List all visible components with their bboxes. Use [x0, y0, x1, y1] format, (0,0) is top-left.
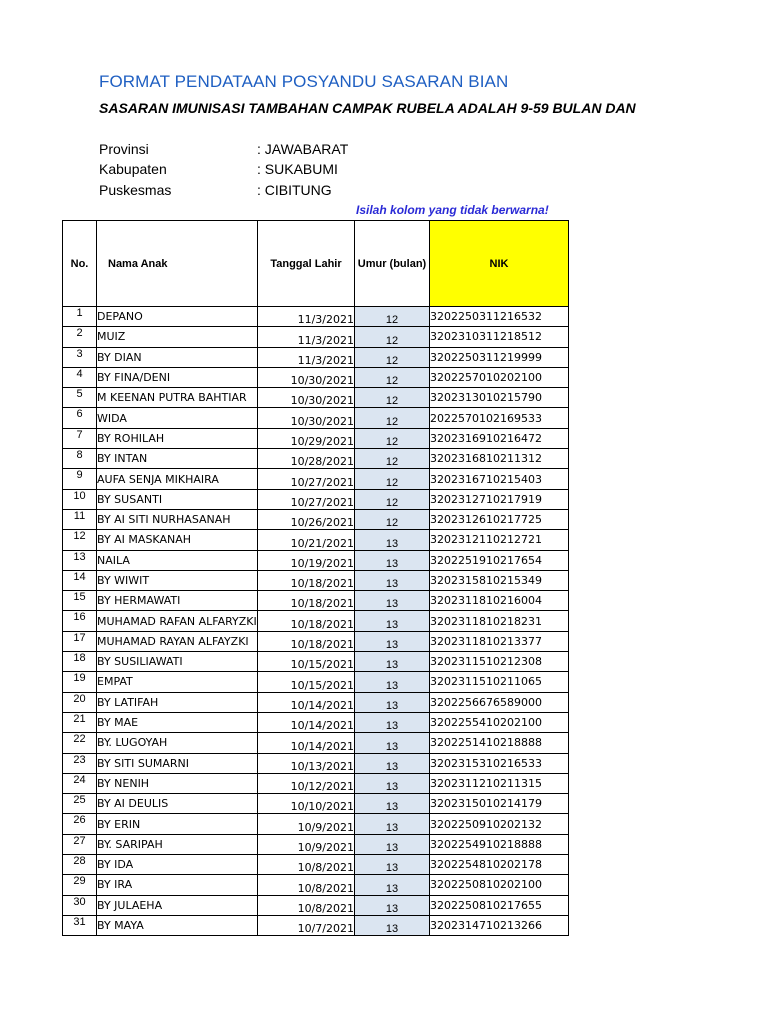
- cell-no: 15: [63, 591, 97, 611]
- cell-age: 13: [355, 834, 430, 854]
- cell-no: 21: [63, 712, 97, 732]
- cell-no: 27: [63, 834, 97, 854]
- cell-dob[interactable]: 10/7/2021: [258, 915, 355, 935]
- cell-age: 13: [355, 652, 430, 672]
- cell-name[interactable]: BY SUSILIAWATI: [97, 652, 258, 672]
- cell-dob[interactable]: 10/21/2021: [258, 530, 355, 550]
- table-row: [63, 712, 569, 732]
- cell-no: 30: [63, 895, 97, 915]
- cell-dob[interactable]: 10/18/2021: [258, 570, 355, 590]
- cell-age: 13: [355, 712, 430, 732]
- cell-name[interactable]: BY SUSANTI: [97, 489, 258, 509]
- cell-dob[interactable]: 10/18/2021: [258, 631, 355, 651]
- cell-nik[interactable]: 3202312610217725: [430, 509, 569, 529]
- table-row: [63, 489, 569, 509]
- table-row: [63, 428, 569, 448]
- cell-name[interactable]: BY MAE: [97, 712, 258, 732]
- meta-value: : CIBITUNG: [257, 182, 332, 198]
- cell-nik[interactable]: 3202250910202132: [430, 814, 569, 834]
- cell-no: 24: [63, 773, 97, 793]
- cell-dob[interactable]: 10/29/2021: [258, 428, 355, 448]
- table-row: [63, 408, 569, 428]
- cell-nik[interactable]: 3202316710215403: [430, 469, 569, 489]
- cell-no: 28: [63, 855, 97, 875]
- cell-no: 19: [63, 672, 97, 692]
- cell-name[interactable]: BY AI MASKANAH: [97, 530, 258, 550]
- cell-dob[interactable]: 10/28/2021: [258, 449, 355, 469]
- cell-age: 13: [355, 692, 430, 712]
- cell-nik[interactable]: 3202311810213377: [430, 631, 569, 651]
- table-row: [63, 327, 569, 347]
- cell-nik[interactable]: 3202250810202100: [430, 875, 569, 895]
- cell-nik[interactable]: 3202312710217919: [430, 489, 569, 509]
- cell-name[interactable]: BY ROHILAH: [97, 428, 258, 448]
- data-table: [62, 220, 569, 936]
- cell-age: 12: [355, 469, 430, 489]
- cell-nik[interactable]: 3202313010215790: [430, 388, 569, 408]
- cell-nik[interactable]: 3202250311216532: [430, 307, 569, 327]
- table-row: [63, 915, 569, 935]
- cell-nik[interactable]: 3202251410218888: [430, 733, 569, 753]
- header-nik: NIK: [430, 221, 569, 307]
- cell-name[interactable]: NAILA: [97, 550, 258, 570]
- cell-name[interactable]: BY ERIN: [97, 814, 258, 834]
- instruction-note: Isilah kolom yang tidak berwarna!: [356, 203, 549, 217]
- cell-dob[interactable]: 10/14/2021: [258, 712, 355, 732]
- cell-name[interactable]: BY HERMAWATI: [97, 591, 258, 611]
- cell-no: 18: [63, 652, 97, 672]
- cell-age: 12: [355, 509, 430, 529]
- cell-dob[interactable]: 10/9/2021: [258, 814, 355, 834]
- cell-name[interactable]: AUFA SENJA MIKHAIRA: [97, 469, 258, 489]
- table-row: [63, 834, 569, 854]
- cell-dob[interactable]: 11/3/2021: [258, 327, 355, 347]
- cell-nik[interactable]: 3202310311218512: [430, 327, 569, 347]
- cell-no: 7: [63, 428, 97, 448]
- cell-age: 13: [355, 794, 430, 814]
- cell-nik[interactable]: 3202250311219999: [430, 347, 569, 367]
- header-no: No.: [63, 221, 97, 307]
- cell-nik[interactable]: 3202311810216004: [430, 591, 569, 611]
- cell-nik[interactable]: 3202311510212308: [430, 652, 569, 672]
- cell-no: 22: [63, 733, 97, 753]
- cell-no: 4: [63, 367, 97, 387]
- cell-age: 13: [355, 875, 430, 895]
- cell-age: 13: [355, 672, 430, 692]
- header-name: Nama Anak: [97, 221, 258, 307]
- header-dob: Tanggal Lahir: [258, 221, 355, 307]
- cell-age: 12: [355, 307, 430, 327]
- table-row: [63, 794, 569, 814]
- cell-age: 13: [355, 550, 430, 570]
- cell-no: 10: [63, 489, 97, 509]
- cell-name[interactable]: BY AI SITI NURHASANAH: [97, 509, 258, 529]
- table-row: [63, 530, 569, 550]
- cell-nik[interactable]: 3202315810215349: [430, 570, 569, 590]
- table-body: [63, 307, 569, 936]
- cell-no: 1: [63, 307, 97, 327]
- cell-no: 26: [63, 814, 97, 834]
- cell-no: 8: [63, 449, 97, 469]
- cell-no: 31: [63, 915, 97, 935]
- cell-nik[interactable]: 3202316810211312: [430, 449, 569, 469]
- cell-age: 12: [355, 367, 430, 387]
- cell-name[interactable]: MUHAMAD RAFAN ALFARYZKI: [97, 611, 258, 631]
- meta-label: Kabupaten: [99, 161, 167, 177]
- cell-name[interactable]: BY MAYA: [97, 915, 258, 935]
- cell-age: 12: [355, 449, 430, 469]
- cell-name[interactable]: BY FINA/DENI: [97, 367, 258, 387]
- cell-name[interactable]: BY INTAN: [97, 449, 258, 469]
- cell-nik[interactable]: 3202311510211065: [430, 672, 569, 692]
- cell-dob[interactable]: 10/8/2021: [258, 895, 355, 915]
- cell-name[interactable]: DEPANO: [97, 307, 258, 327]
- cell-dob[interactable]: 10/27/2021: [258, 489, 355, 509]
- table-row: [63, 631, 569, 651]
- cell-dob[interactable]: 10/18/2021: [258, 591, 355, 611]
- table-row: [63, 773, 569, 793]
- cell-dob[interactable]: 10/15/2021: [258, 672, 355, 692]
- table-row: [63, 509, 569, 529]
- cell-name[interactable]: BY JULAEHA: [97, 895, 258, 915]
- table-row: [63, 814, 569, 834]
- cell-age: 13: [355, 915, 430, 935]
- meta-provinsi: [99, 141, 348, 157]
- cell-nik[interactable]: 3202257010202100: [430, 367, 569, 387]
- table-row: [63, 367, 569, 387]
- cell-name[interactable]: BY. SARIPAH: [97, 834, 258, 854]
- cell-nik[interactable]: 3202251910217654: [430, 550, 569, 570]
- table-row: [63, 733, 569, 753]
- cell-dob[interactable]: 11/3/2021: [258, 347, 355, 367]
- cell-dob[interactable]: 10/9/2021: [258, 834, 355, 854]
- table-row: [63, 611, 569, 631]
- meta-kabupaten: [99, 161, 338, 177]
- cell-nik[interactable]: 3202311210211315: [430, 773, 569, 793]
- cell-dob[interactable]: 10/30/2021: [258, 367, 355, 387]
- cell-no: 16: [63, 611, 97, 631]
- cell-dob[interactable]: 10/13/2021: [258, 753, 355, 773]
- cell-no: 23: [63, 753, 97, 773]
- table-row: [63, 449, 569, 469]
- meta-value: : JAWABARAT: [257, 141, 349, 157]
- cell-no: 14: [63, 570, 97, 590]
- cell-name[interactable]: BY DIAN: [97, 347, 258, 367]
- cell-name[interactable]: BY. LUGOYAH: [97, 733, 258, 753]
- cell-name[interactable]: BY LATIFAH: [97, 692, 258, 712]
- cell-no: 25: [63, 794, 97, 814]
- cell-age: 13: [355, 530, 430, 550]
- cell-no: 2: [63, 327, 97, 347]
- cell-dob[interactable]: 10/12/2021: [258, 773, 355, 793]
- cell-name[interactable]: WIDA: [97, 408, 258, 428]
- cell-no: 6: [63, 408, 97, 428]
- cell-dob[interactable]: 10/15/2021: [258, 652, 355, 672]
- cell-age: 13: [355, 753, 430, 773]
- cell-no: 20: [63, 692, 97, 712]
- cell-dob[interactable]: 10/14/2021: [258, 692, 355, 712]
- cell-age: 13: [355, 570, 430, 590]
- cell-dob[interactable]: 10/18/2021: [258, 611, 355, 631]
- table-row: [63, 550, 569, 570]
- cell-dob[interactable]: 10/30/2021: [258, 408, 355, 428]
- cell-age: 13: [355, 855, 430, 875]
- table-row: [63, 692, 569, 712]
- cell-no: 12: [63, 530, 97, 550]
- meta-value: : SUKABUMI: [257, 161, 338, 177]
- cell-nik[interactable]: 3202315310216533: [430, 753, 569, 773]
- table-row: [63, 469, 569, 489]
- cell-nik[interactable]: 3202255410202100: [430, 712, 569, 732]
- cell-nik[interactable]: 3202311810218231: [430, 611, 569, 631]
- cell-dob[interactable]: 10/27/2021: [258, 469, 355, 489]
- cell-age: 13: [355, 895, 430, 915]
- cell-name[interactable]: BY AI DEULIS: [97, 794, 258, 814]
- cell-nik[interactable]: 3202254910218888: [430, 834, 569, 854]
- cell-age: 13: [355, 631, 430, 651]
- cell-age: 13: [355, 773, 430, 793]
- cell-name[interactable]: MUHAMAD RAYAN ALFAYZKI: [97, 631, 258, 651]
- table-row: [63, 652, 569, 672]
- cell-age: 13: [355, 733, 430, 753]
- page-subtitle: SASARAN IMUNISASI TAMBAHAN CAMPAK RUBELA ADALAH 9-59 BULAN DAN: [99, 100, 636, 116]
- table-row: [63, 570, 569, 590]
- meta-puskesmas: [99, 182, 332, 198]
- cell-age: 12: [355, 388, 430, 408]
- header-age: Umur (bulan): [355, 221, 430, 307]
- cell-no: 9: [63, 469, 97, 489]
- cell-dob[interactable]: 10/14/2021: [258, 733, 355, 753]
- cell-name[interactable]: BY WIWIT: [97, 570, 258, 590]
- cell-no: 29: [63, 875, 97, 895]
- cell-nik[interactable]: 3202315010214179: [430, 794, 569, 814]
- cell-name[interactable]: BY IDA: [97, 855, 258, 875]
- cell-nik[interactable]: 3202314710213266: [430, 915, 569, 935]
- table-row: [63, 672, 569, 692]
- table-row: [63, 875, 569, 895]
- cell-no: 5: [63, 388, 97, 408]
- table-header-row: [63, 221, 569, 307]
- cell-age: 12: [355, 489, 430, 509]
- cell-no: 13: [63, 550, 97, 570]
- cell-age: 12: [355, 408, 430, 428]
- cell-nik[interactable]: 3202312110212721: [430, 530, 569, 550]
- cell-nik[interactable]: 2022570102169533: [430, 408, 569, 428]
- table-row: [63, 388, 569, 408]
- cell-nik[interactable]: 3202254810202178: [430, 855, 569, 875]
- table-row: [63, 753, 569, 773]
- cell-dob[interactable]: 10/30/2021: [258, 388, 355, 408]
- page-title: FORMAT PENDATAAN POSYANDU SASARAN BIAN: [99, 72, 509, 91]
- table-row: [63, 855, 569, 875]
- cell-dob[interactable]: 10/26/2021: [258, 509, 355, 529]
- cell-age: 12: [355, 347, 430, 367]
- cell-nik[interactable]: 3202316910216472: [430, 428, 569, 448]
- cell-name[interactable]: BY IRA: [97, 875, 258, 895]
- cell-dob[interactable]: 10/8/2021: [258, 875, 355, 895]
- cell-name[interactable]: BY SITI SUMARNI: [97, 753, 258, 773]
- cell-age: 13: [355, 814, 430, 834]
- table-row: [63, 591, 569, 611]
- table-row: [63, 307, 569, 327]
- cell-no: 11: [63, 509, 97, 529]
- cell-nik[interactable]: 3202256676589000: [430, 692, 569, 712]
- cell-dob[interactable]: 11/3/2021: [258, 307, 355, 327]
- cell-name[interactable]: BY NENIH: [97, 773, 258, 793]
- cell-dob[interactable]: 10/10/2021: [258, 794, 355, 814]
- cell-dob[interactable]: 10/19/2021: [258, 550, 355, 570]
- cell-age: 13: [355, 591, 430, 611]
- cell-age: 13: [355, 611, 430, 631]
- cell-no: 3: [63, 347, 97, 367]
- table-row: [63, 895, 569, 915]
- cell-age: 12: [355, 428, 430, 448]
- cell-name[interactable]: M KEENAN PUTRA BAHTIAR: [97, 388, 258, 408]
- cell-name[interactable]: EMPAT: [97, 672, 258, 692]
- cell-no: 17: [63, 631, 97, 651]
- meta-label: Puskesmas: [99, 182, 172, 198]
- cell-age: 12: [355, 327, 430, 347]
- table-row: [63, 347, 569, 367]
- cell-name[interactable]: MUIZ: [97, 327, 258, 347]
- cell-dob[interactable]: 10/8/2021: [258, 855, 355, 875]
- cell-nik[interactable]: 3202250810217655: [430, 895, 569, 915]
- meta-label: Provinsi: [99, 141, 149, 157]
